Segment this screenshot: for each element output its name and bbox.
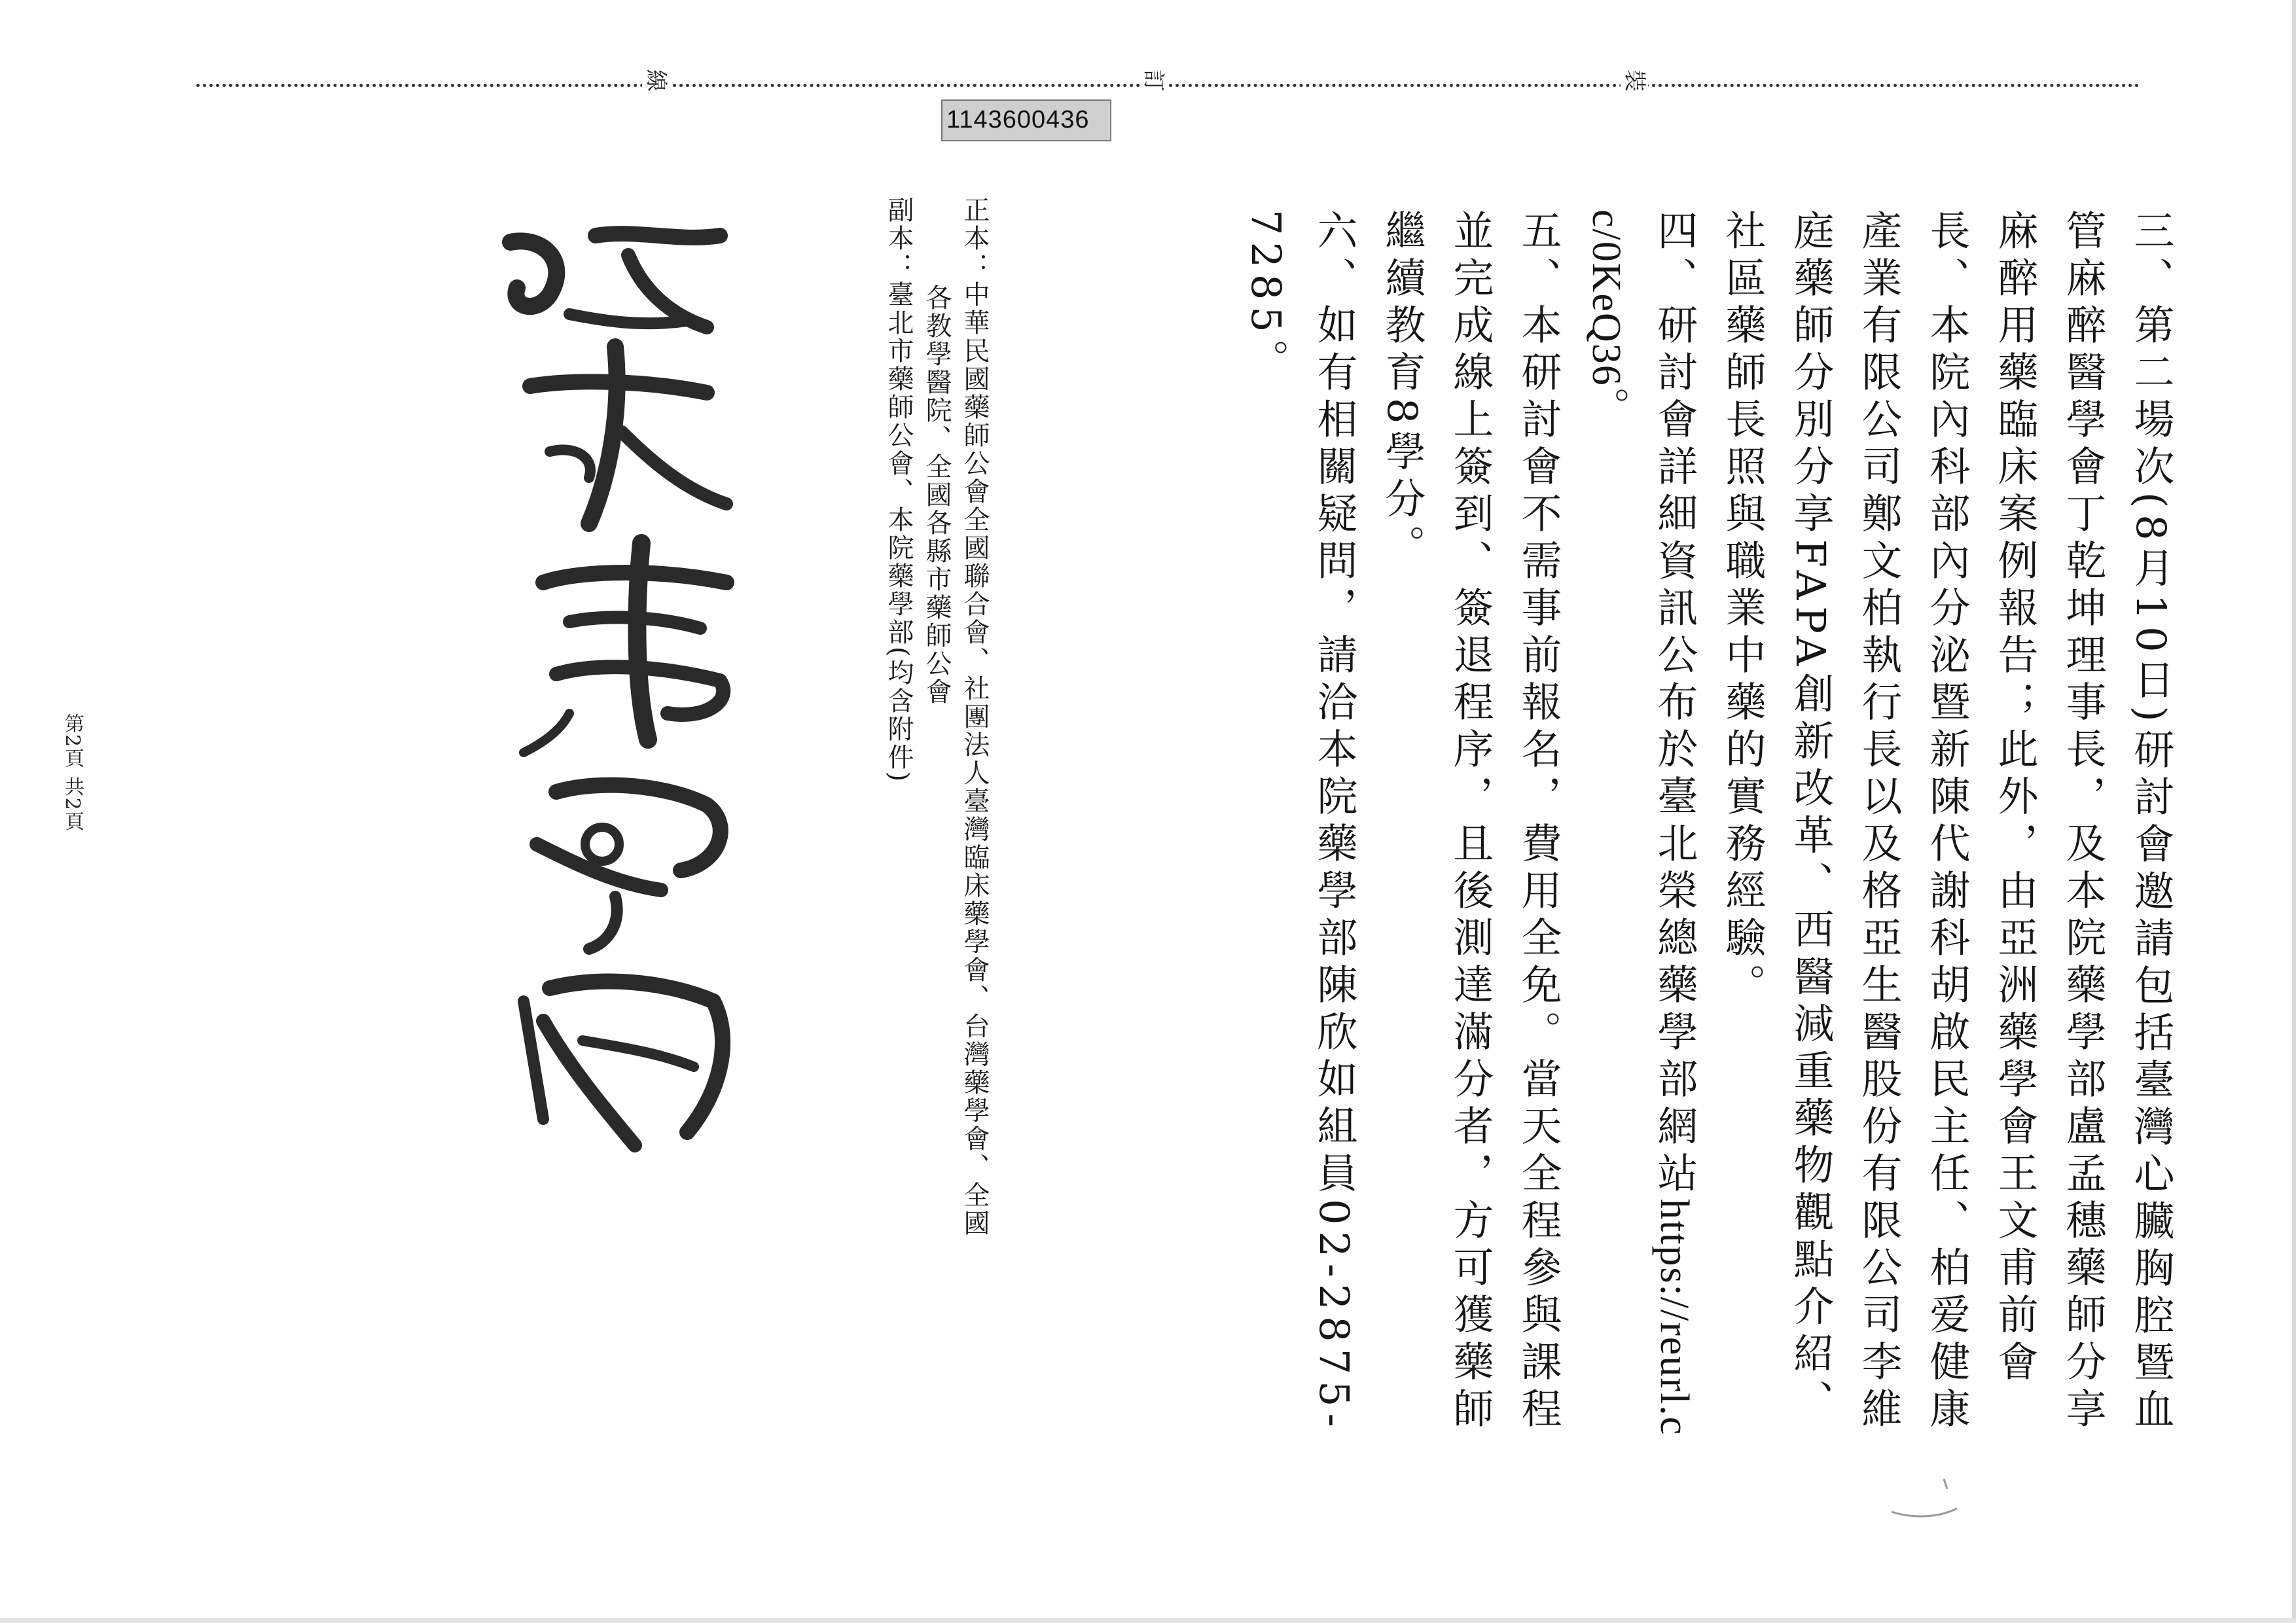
scan-edge-right bbox=[2292, 0, 2296, 1623]
item-six-paragraph: 六、如有相關疑問，請洽本院藥學部陳欣如組員02-2875-7285。 bbox=[1242, 209, 1358, 1434]
item-four-text: 四、研討會詳細資訊公布於臺北榮總藥學部網站 bbox=[1651, 209, 1698, 1199]
copy-recipients-label: 副本： bbox=[884, 196, 914, 281]
binding-dotted-line bbox=[196, 84, 2140, 87]
scan-edge-bottom bbox=[0, 1618, 2296, 1623]
binding-mark-xian: 線 bbox=[642, 63, 670, 98]
item-four-paragraph bbox=[1572, 209, 1708, 1466]
copy-recipients-line bbox=[880, 196, 918, 1309]
page-number: 第2頁 共2頁 bbox=[61, 713, 84, 832]
original-recipients-continuation: 各教學醫院、全國各縣市藥師公會 bbox=[922, 284, 952, 706]
original-recipients-label: 正本： bbox=[960, 196, 990, 281]
copy-recipients-text: 臺北市藥師公會、本院藥學部(均含附件) bbox=[884, 281, 914, 784]
website-url-link[interactable]: https://reurl.cc/0KeQ36。 bbox=[1584, 209, 1696, 1436]
original-recipients-line bbox=[956, 196, 994, 1309]
binding-mark-ding: 訂 bbox=[1139, 63, 1167, 98]
document-number-stamp bbox=[941, 99, 1111, 141]
letter-body bbox=[1232, 209, 2185, 1466]
item-five-paragraph: 五、本研討會不需事前報名，費用全免。當天全程參與課程並完成線上簽到、簽退程序，且後測達滿分者，方可獲藥師繼續教育8學分。 bbox=[1378, 209, 1562, 1435]
original-recipients-text: 中華民國藥師公會全國聯合會、社團法人臺灣臨床藥學會、台灣藥學會、全國 bbox=[960, 281, 990, 1238]
item-three-paragraph: 三、第二場次(8月10日)研討會邀請包括臺灣心臟胸腔暨血管麻醉醫學會丁乾坤理事長，及本院藥學部盧孟穗藥師分享麻醉用藥臨床案例報告；此外，由亞洲藥學會王文甫前會長、本院內科部內分泌暨新陳代謝科胡啟民主任、柏爱健康產業有限公司鄭文柏執行長以及格亞生醫股份有限公司李維庭藥師分別分享FAPA創新改革、西醫減重藥物觀點介紹、社區藥師長照與職業中藥的實務經驗。 bbox=[1719, 209, 2175, 1435]
distribution-list bbox=[880, 196, 994, 1309]
handwritten-signature-icon bbox=[471, 216, 772, 1171]
scan-artifact-mark-icon bbox=[1885, 1472, 1964, 1525]
document-number: 1143600436 bbox=[946, 106, 1090, 134]
binding-mark-zhuang: 裝 bbox=[1621, 63, 1648, 98]
